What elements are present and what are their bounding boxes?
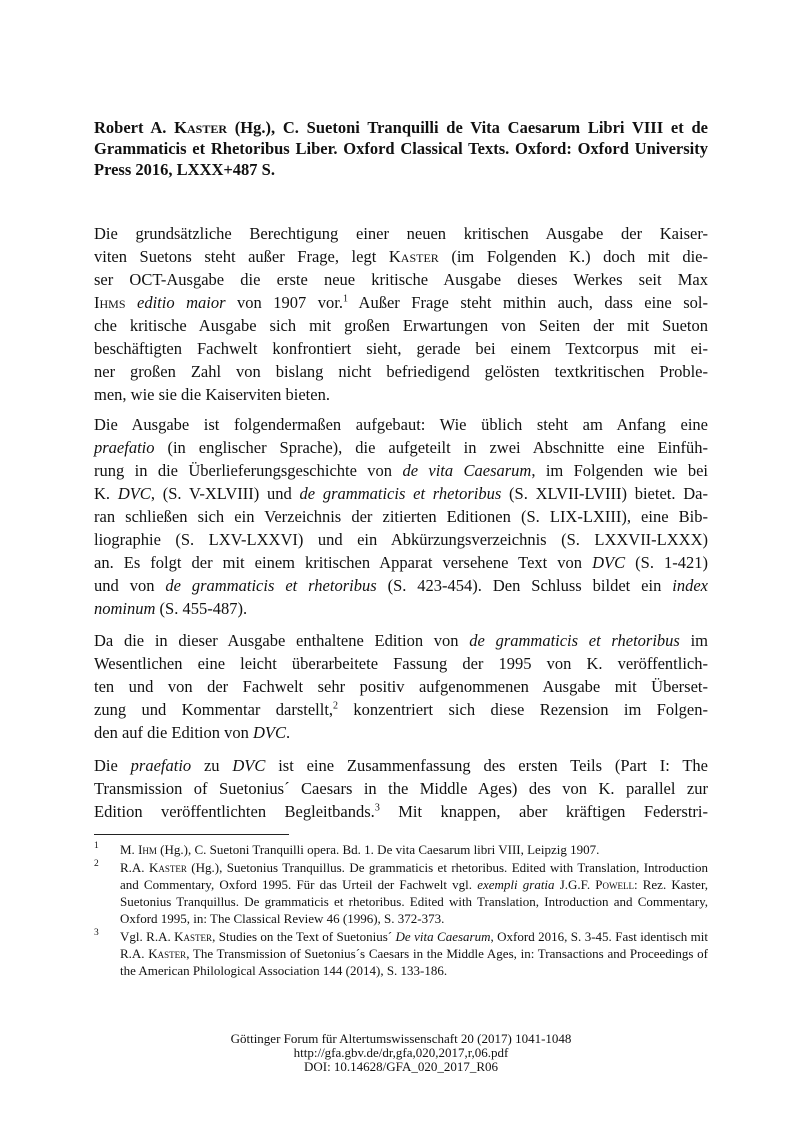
footnote-1 <box>94 841 708 858</box>
italic-text: de grammaticis et rhetoribus <box>165 576 377 595</box>
p3-line <box>94 629 708 652</box>
p1-line <box>94 268 708 291</box>
text-run: ist eine Zusammenfassung des ersten Teils (Part I: The <box>265 756 708 775</box>
p2-line <box>94 574 708 597</box>
author-name: Powell <box>595 877 634 892</box>
text-run: (Hg.), Suetonius Tranquillus. De grammaticis et rhetoribus. Edited with Translation, Introduction and Commentary, Oxford 1995. Für das Urteil der Fachwelt vgl. <box>120 860 708 892</box>
footer-doi: DOI: 10.14628/GFA_020_2017_R06 <box>303 1059 499 1074</box>
footnote-number: 2 <box>94 859 99 869</box>
footnote-ref-1[interactable]: 1 <box>342 293 348 305</box>
text-run: , The Transmission of Suetonius´s Caesars in the Middle Ages, in: Transactions and Proceedings of the American Philological Association 144 (2014), S. 133-186. <box>120 946 709 978</box>
text-run: ten und von der Fachwelt sehr positiv aufgenommenen Ausgabe mit Überset- <box>94 677 708 696</box>
text-run: zu <box>191 756 233 775</box>
footnote-2 <box>94 859 708 927</box>
text-run: , im Folgenden wie bei <box>531 461 709 480</box>
italic-text: praefatio <box>94 438 155 457</box>
footnote-ref-2[interactable]: 2 <box>333 700 339 712</box>
paragraph-4 <box>94 754 708 823</box>
p2-line <box>94 551 708 574</box>
footnotes <box>94 841 708 980</box>
author-name: Kaster <box>148 860 187 875</box>
italic-text: DVC <box>232 756 266 775</box>
paragraph-3 <box>94 629 708 744</box>
heading-author-first: Robert A. <box>94 118 175 137</box>
heading-title: (Hg.), C. Suetoni Tranquilli de Vita Caesarum Libri VIII et de Grammaticis et Rhetoribus Liber. Oxford Classical Texts. Oxford: Oxford University Press 2016, LXXX+487 S. <box>94 118 708 179</box>
p2-line <box>94 459 708 482</box>
text-run: Außer Frage steht mithin auch, dass eine sol- <box>347 293 709 312</box>
author-name: Ihm <box>138 842 157 857</box>
text-run: und von <box>94 576 166 595</box>
author-name: Ihms <box>94 293 126 312</box>
italic-text: exempli gratia <box>477 877 555 892</box>
text-run: J.G.F. <box>554 877 596 892</box>
text-run: ser OCT-Ausgabe die erste neue kritische Ausgabe dieses Werkes seit Max <box>94 270 708 289</box>
author-name: Kaster <box>388 247 439 266</box>
text-run: beschäftigten Fachwelt konfrontiert sieht, gerade bei einem Textcorpus mit ei- <box>94 339 708 358</box>
text-run: liographie (S. LXV-LXXVI) und ein Abkürzungsverzeichnis (S. LXXVII-LXXX) <box>94 530 708 549</box>
italic-text: de vita Caesarum <box>402 461 532 480</box>
author-name: Kaster <box>174 929 213 944</box>
footnote-3 <box>94 928 708 979</box>
text-run: ran schließen sich ein Verzeichnis der zitierten Editionen (S. LIX-LXIII), eine Bib- <box>94 507 708 526</box>
text-run: R.A. <box>120 860 149 875</box>
italic-text: DVC <box>592 553 626 572</box>
footer-url-link[interactable]: http://gfa.gbv.de/dr,gfa,020,2017,r,06.pdf <box>293 1045 509 1060</box>
p3-line <box>94 652 708 675</box>
footnote-number: 3 <box>94 928 99 938</box>
p2-line <box>94 482 708 505</box>
italic-text: De vita Caesarum <box>395 929 491 944</box>
text-run: : Rez. Kaster, Suetonius Tranquillus. De grammaticis et rhetoribus. Edited with Translation, Introduction and Commentary, Oxford 1995, in: The Classical Review 46 (1996), S. 372-373. <box>120 877 709 926</box>
p2-line <box>94 413 708 436</box>
footer-journal: Göttinger Forum für Altertumswissenschaft 20 (2017) 1041-1048 <box>230 1031 572 1046</box>
text-run: (S. 455-487). <box>155 599 248 618</box>
author-name: Kaster <box>148 946 187 961</box>
document-page <box>94 0 708 1131</box>
text-run: an. Es folgt der mit einem kritischen Apparat versehene Text von <box>94 553 593 572</box>
p4-line <box>94 754 708 777</box>
footnote-divider <box>94 834 289 835</box>
italic-text: de grammaticis et rhetoribus <box>469 631 680 650</box>
italic-text: DVC <box>253 723 287 742</box>
text-run: konzentriert sich diese Rezension im Folgen- <box>338 700 708 719</box>
review-heading <box>94 117 708 180</box>
text-run: (S. 1-421) <box>625 553 708 572</box>
paragraph-1 <box>94 222 708 406</box>
text-run: (in englischer Sprache), die aufgeteilt in zwei Abschnitte eine Einfüh- <box>154 438 708 457</box>
text-run: (S. XLVII-LVIII) bietet. Da- <box>501 484 708 503</box>
p1-line <box>94 314 708 337</box>
italic-text: praefatio <box>130 756 192 775</box>
italic-text: editio maior <box>125 293 226 312</box>
text-run: den auf die Edition von <box>94 723 254 742</box>
text-run: im <box>679 631 708 650</box>
text-run: che kritische Ausgabe sich mit großen Erwartungen von Seiten der mit Sueton <box>94 316 708 335</box>
text-run: , (S. V-XLVIII) und <box>150 484 300 503</box>
text-run: Die grundsätzliche Berechtigung einer neuen kritischen Ausgabe der Kaiser- <box>94 224 708 243</box>
p1-line <box>94 360 708 383</box>
p1-line <box>94 383 708 406</box>
text-run: (im Folgenden K.) doch mit die- <box>438 247 708 266</box>
p1-line <box>94 337 708 360</box>
p1-line <box>94 245 708 268</box>
p2-line <box>94 597 708 620</box>
text-run: zung und Kommentar darstellt, <box>94 700 334 719</box>
text-run: ner großen Zahl von bislang nicht befriedigend gelösten textkritischen Proble- <box>94 362 708 381</box>
paragraph-2 <box>94 413 708 620</box>
text-run: Da die in dieser Ausgabe enthaltene Edition von <box>94 631 470 650</box>
italic-text: de grammaticis et rhetoribus <box>299 484 502 503</box>
text-run: Die <box>94 756 131 775</box>
text-run: Mit knappen, aber kräftigen Federstri- <box>379 802 708 821</box>
p3-line <box>94 675 708 698</box>
text-run: (S. 423-454). Den Schluss bildet ein <box>376 576 673 595</box>
text-run: , Oxford 2016, S. 3-45. Fast identisch mit R.A. <box>120 929 708 961</box>
p3-line <box>94 721 708 744</box>
text-run: von 1907 vor. <box>225 293 343 312</box>
text-run: , Studies on the Text of Suetonius´ <box>212 929 396 944</box>
p2-line <box>94 436 708 459</box>
text-run: Transmission of Suetonius´ Caesars in the Middle Ages) des von K. parallel zur <box>94 779 708 798</box>
p2-line <box>94 528 708 551</box>
text-run: men, wie sie die Kaiserviten bieten. <box>94 385 330 404</box>
text-run: . <box>286 723 291 742</box>
p1-line <box>94 291 708 314</box>
italic-text: index <box>672 576 708 595</box>
p3-line <box>94 698 708 721</box>
footnote-number: 1 <box>94 841 99 851</box>
footnote-ref-3[interactable]: 3 <box>374 802 380 814</box>
text-run: Vgl. R.A. <box>120 929 175 944</box>
text-run: viten Suetons steht außer Frage, legt <box>94 247 389 266</box>
italic-text: nominum <box>94 599 156 618</box>
heading-author-last: Kaster <box>174 118 228 137</box>
p4-line <box>94 777 708 800</box>
p4-line <box>94 800 708 823</box>
text-run: K. <box>94 484 118 503</box>
p2-line <box>94 505 708 528</box>
text-run: (Hg.), C. Suetoni Tranquilli opera. Bd. 1. De vita Caesarum libri VIII, Leipzig 1907. <box>156 842 600 857</box>
p1-line <box>94 222 708 245</box>
text-run: Edition veröffentlichten Begleitbands. <box>94 802 375 821</box>
text-run: M. <box>120 842 139 857</box>
italic-text: DVC <box>117 484 151 503</box>
text-run: rung in die Überlieferungsgeschichte von <box>94 461 403 480</box>
text-run: Wesentlichen eine leicht überarbeitete Fassung der 1995 von K. veröffentlich- <box>94 654 708 673</box>
text-run: Die Ausgabe ist folgendermaßen aufgebaut: Wie üblich steht am Anfang eine <box>94 415 708 434</box>
page-footer <box>94 1032 708 1074</box>
